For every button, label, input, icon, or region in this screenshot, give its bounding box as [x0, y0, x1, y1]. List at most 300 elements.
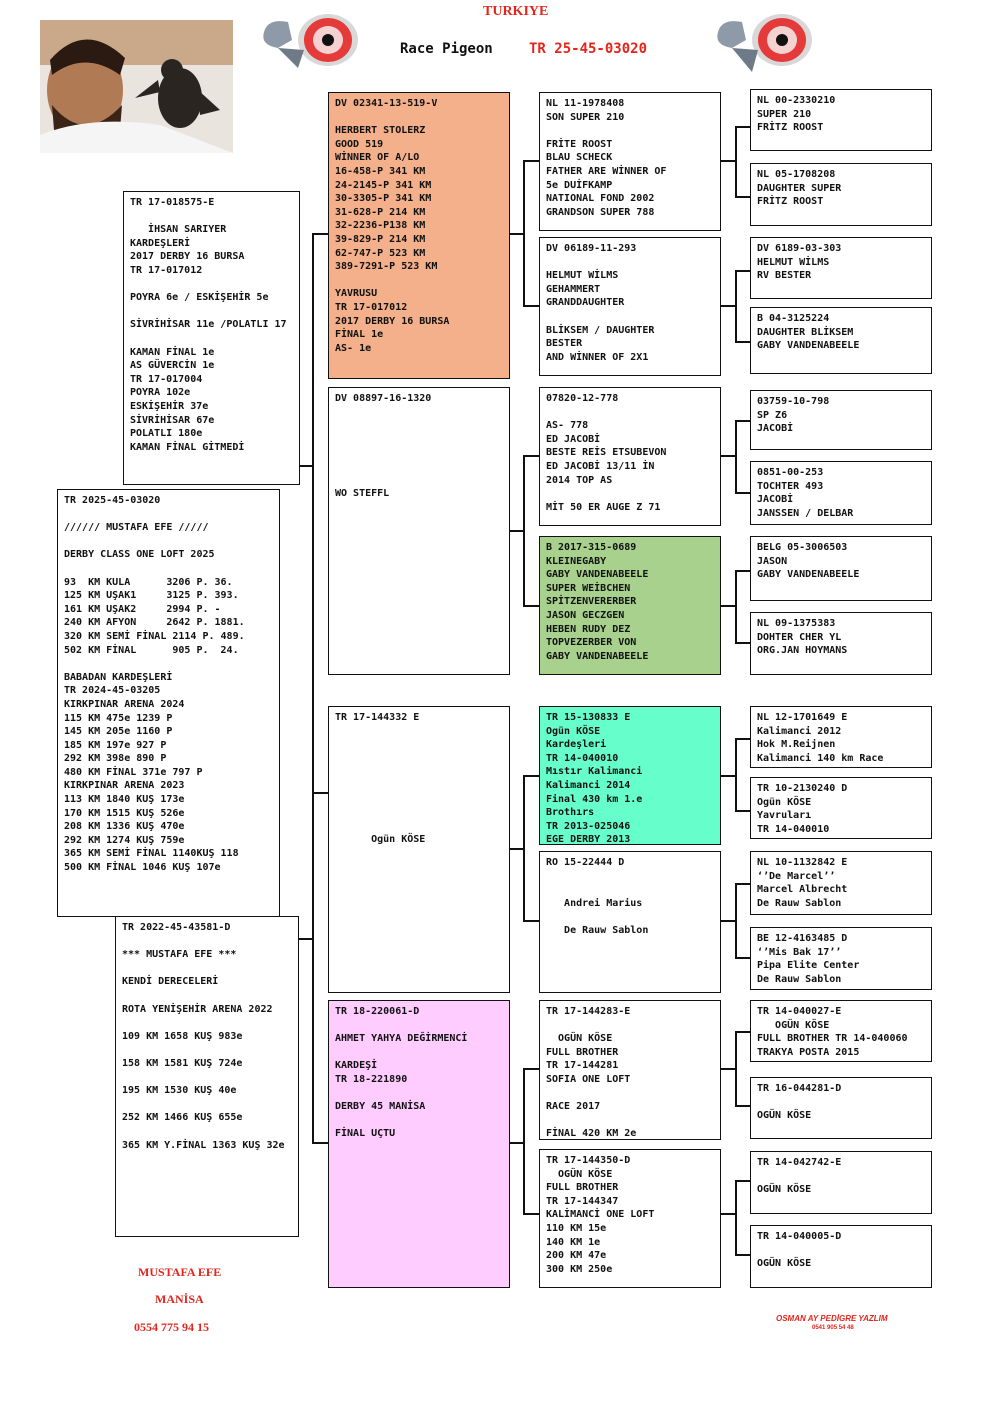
- box-g4-15: [750, 1151, 932, 1214]
- box-line: 320 KM SEMİ FİNAL 2114 P. 489.: [64, 630, 245, 642]
- box-g4-11: [750, 851, 932, 915]
- connector-g3-3c: [735, 492, 751, 494]
- box-line: AS- 1e: [335, 342, 372, 354]
- box-line: [64, 562, 273, 576]
- box-line: ‘’De Marcel’’: [757, 870, 836, 882]
- box-line: SİVRİHİSAR 11e /POLATLI 17: [130, 319, 287, 331]
- box-line: OGÜN KÖSE: [757, 1019, 830, 1031]
- box-line: HEBEN RUDY DEZ: [546, 623, 631, 635]
- box-line: 145 KM 205e 1160 P: [64, 726, 173, 738]
- box-line: NATIONAL FOND 2002: [546, 193, 655, 205]
- box-line: AHMET YAHYA DEĞİRMENCİ: [335, 1033, 468, 1045]
- box-line: DERBY 45 MANİSA: [335, 1101, 426, 1113]
- box-line: Andrei Marius: [546, 897, 643, 909]
- box-line: [335, 446, 503, 460]
- box-line: BABADAN KARDEŞLERİ: [64, 671, 173, 683]
- box-line: TR 17-144350-D: [546, 1155, 631, 1166]
- box-line: [130, 332, 293, 346]
- box-line: FRİTZ ROOST: [757, 196, 824, 208]
- box-line: TR 14-040005-D: [757, 1231, 842, 1242]
- box-dam-sire: [328, 706, 510, 993]
- box-line: Kalimanci 2012: [757, 725, 842, 737]
- box-line: KLEINEGABY: [546, 555, 607, 567]
- box-line: 2014 TOP AS: [546, 474, 613, 486]
- connector-h1: [299, 465, 313, 467]
- connector-g3-2b: [735, 270, 751, 272]
- box-g4-6: [750, 461, 932, 525]
- box-line: [122, 1071, 292, 1085]
- box-line: [122, 1125, 292, 1139]
- box-line: SP Z6: [757, 409, 788, 421]
- box-line: De Rauw Sablon: [757, 897, 842, 909]
- box-line: TR 14-042742-E: [757, 1157, 842, 1168]
- box-line: ED JACOBİ: [546, 433, 601, 445]
- box-line: GRANDSON SUPER 788: [546, 206, 655, 218]
- footer-phone: 0554 775 94 15: [134, 1320, 209, 1334]
- box-line: [335, 752, 503, 766]
- connector-g3-1a: [720, 160, 736, 162]
- box-line: BLİKSEM / DAUGHTER: [546, 324, 655, 336]
- box-line: ESKİŞEHİR 37e: [130, 400, 209, 412]
- box-line: [546, 1087, 714, 1101]
- box-line: [122, 935, 292, 949]
- box-line: Kardeşleri: [546, 739, 607, 751]
- connector-dam: [312, 792, 314, 1142]
- box-line: BESTER: [546, 338, 583, 350]
- connector-g3-7c: [735, 1105, 751, 1107]
- box-main-pigeon: [57, 489, 280, 917]
- box-line: TR 14-040010: [546, 752, 619, 764]
- connector-h13: [523, 775, 540, 777]
- box-line: FULL BROTHER: [546, 1046, 619, 1058]
- box-line: Kalimanci 2014: [546, 779, 631, 791]
- connector-h4: [312, 792, 329, 794]
- box-line: [335, 1019, 503, 1033]
- box-line: [546, 487, 714, 501]
- box-line: TOCHTER 493: [757, 480, 824, 492]
- box-line: ED JACOBİ 13/11 İN: [546, 460, 655, 472]
- box-line: TR 10-2130240 D: [757, 783, 848, 794]
- box-line: [757, 1096, 925, 1110]
- box-line: [122, 989, 292, 1003]
- box-g4-4: [750, 307, 932, 374]
- connector-g3-3b: [735, 420, 751, 422]
- box-line: GOOD 519: [335, 138, 384, 150]
- box-line: [546, 310, 714, 324]
- connector-g3-8a: [720, 1213, 736, 1215]
- box-line: FRİTZ ROOST: [757, 122, 824, 134]
- box-line: DOHTER CHER YL: [757, 631, 842, 643]
- box-line: GABY VANDENABEELE: [757, 569, 860, 581]
- box-line: DV 6189-03-303: [757, 243, 842, 254]
- box-line: KAMAN FİNAL 1e: [130, 346, 215, 358]
- box-g4-12: [750, 927, 932, 990]
- box-g3-3: [539, 387, 721, 526]
- box-line: ////// MUSTAFA EFE /////: [64, 522, 209, 534]
- box-line: BE 12-4163485 D: [757, 933, 848, 944]
- box-line: [335, 725, 503, 739]
- connector-g3-7a: [720, 1068, 736, 1070]
- box-line: KARDEŞİ: [335, 1060, 378, 1072]
- box-line: [335, 765, 503, 779]
- box-line: [546, 883, 714, 897]
- box-line: 109 KM 1658 KUŞ 983e: [122, 1030, 243, 1042]
- box-line: JASON: [757, 555, 788, 567]
- box-line: KAMAN FİNAL GİTMEDİ: [130, 441, 245, 453]
- box-line: [64, 535, 273, 549]
- connector-g3-5b: [735, 738, 751, 740]
- box-line: Hok M.Reijnen: [757, 739, 836, 751]
- box-line: ‘’Mis Bak 17’’: [757, 946, 842, 958]
- box-line: BELG 05-3006503: [757, 542, 848, 553]
- box-line: RV BESTER: [757, 270, 812, 282]
- box-line: [335, 474, 503, 488]
- box-line: B 04-3125224: [757, 313, 830, 324]
- box-line: YAVRUSU: [335, 288, 378, 300]
- box-line: [335, 738, 503, 752]
- box-line: TOPVEZERBER VON: [546, 637, 637, 649]
- box-line: NL 05-1708208: [757, 169, 836, 180]
- box-line: Yavruları: [757, 810, 812, 822]
- box-line: 500 KM FİNAL 1046 KUŞ 107e: [64, 862, 221, 874]
- box-line: 24-2145-P 341 KM: [335, 179, 432, 191]
- box-g4-1: [750, 89, 932, 151]
- box-line: TR 14-040027-E: [757, 1006, 842, 1017]
- box-line: Mıstır Kalimanci: [546, 766, 643, 778]
- connector-h7: [523, 160, 540, 162]
- box-line: [122, 962, 292, 976]
- box-line: 03759-10-798: [757, 396, 830, 407]
- box-line: GRANDDAUGHTER: [546, 297, 625, 309]
- ring-number-title: TR 25-45-03020: [529, 41, 648, 57]
- box-line: TR 17-017012: [335, 301, 408, 313]
- box-line: [546, 1019, 714, 1033]
- connector-g3-8c: [735, 1254, 751, 1256]
- box-line: 185 KM 197e 927 P: [64, 739, 167, 751]
- box-line: TR 15-130833 E: [546, 712, 631, 723]
- box-line: 365 KM Y.FİNAL 1363 KUŞ 32e: [122, 1139, 285, 1151]
- box-g3-8: [539, 1149, 721, 1288]
- box-line: AND WİNNER OF 2X1: [546, 351, 649, 363]
- owner-photo-drawing: [40, 20, 233, 153]
- box-line: OGÜN KÖSE: [546, 1033, 613, 1045]
- connector-h5: [312, 1142, 329, 1144]
- box-line: KIRKPINAR ARENA 2024: [64, 698, 185, 710]
- box-line: FRİTE ROOST: [546, 138, 613, 150]
- box-line: 502 KM FİNAL 905 P. 24.: [64, 644, 239, 656]
- box-line: 292 KM 1274 KUŞ 759e: [64, 834, 185, 846]
- box-dam: [115, 916, 299, 1237]
- box-line: 2017 DERBY 16 BURSA: [130, 251, 245, 263]
- box-g3-2: [539, 237, 721, 376]
- box-line: 39-829-P 214 KM: [335, 233, 426, 245]
- box-line: HERBERT STOLERZ: [335, 125, 426, 137]
- pigeon-eye-logo-right: [712, 10, 814, 76]
- box-line: 195 KM 1530 KUŞ 40e: [122, 1085, 237, 1097]
- box-line: [130, 305, 293, 319]
- box-g4-16: [750, 1225, 932, 1288]
- box-line: POYRA 102e: [130, 387, 191, 399]
- connector-h6: [509, 233, 524, 235]
- box-line: KALİMANCİ ONE LOFT: [546, 1209, 655, 1221]
- box-line: MİT 50 ER AUGE Z 71: [546, 501, 661, 513]
- connector-h17: [523, 1213, 540, 1215]
- box-line: TR 2013-025046: [546, 820, 631, 832]
- connector-g3-5a: [720, 775, 736, 777]
- box-line: POLATLI 180e: [130, 428, 203, 440]
- box-line: 2017 DERBY 16 BURSA: [335, 315, 450, 327]
- box-g4-7: [750, 536, 932, 601]
- box-line: JACOBİ: [757, 423, 794, 435]
- box-g3-7: [539, 1000, 721, 1140]
- box-line: 125 KM UŞAK1 3125 P. 393.: [64, 590, 239, 602]
- box-line: 140 KM 1e: [546, 1236, 601, 1248]
- box-line: TR 17-144332 E: [335, 712, 420, 723]
- box-line: NL 11-1978408: [546, 98, 625, 109]
- box-line: 0851-00-253: [757, 467, 824, 478]
- box-line: [757, 1170, 925, 1184]
- box-line: OGÜN KÖSE: [546, 1168, 613, 1180]
- box-line: GABY VANDENABEELE: [546, 650, 649, 662]
- pigeon-eye-logo-left: [258, 10, 360, 72]
- footer-owner: MUSTAFA EFE: [138, 1265, 222, 1279]
- box-line: 07820-12-778: [546, 393, 619, 404]
- box-line: Ogün KÖSE: [757, 796, 812, 808]
- box-line: GABY VANDENABEELE: [757, 340, 860, 352]
- box-line: GABY VANDENABEELE: [546, 569, 649, 581]
- box-line: [335, 779, 503, 793]
- box-g3-4: [539, 536, 721, 675]
- connector-g3-1c: [735, 196, 751, 198]
- box-line: 93 KM KULA 3206 P. 36.: [64, 576, 233, 588]
- box-line: RO 15-22444 D: [546, 857, 625, 868]
- box-line: TR 14-040010: [757, 823, 830, 835]
- box-line: [335, 1114, 503, 1128]
- box-line: 240 KM AFYON 2642 P. 1881.: [64, 617, 245, 629]
- box-line: [335, 460, 503, 474]
- box-line: NL 09-1375383: [757, 618, 836, 629]
- box-line: 161 KM UŞAK2 2994 P. -: [64, 603, 221, 615]
- box-line: [335, 419, 503, 433]
- connector-g3-6c: [735, 957, 751, 959]
- box-line: TR 17-017004: [130, 373, 203, 385]
- box-line: NL 00-2330210: [757, 95, 836, 106]
- box-line: AS- 778: [546, 420, 589, 432]
- box-line: OGÜN KÖSE: [757, 1184, 812, 1196]
- connector-h8: [523, 305, 540, 307]
- race-pigeon-label: Race Pigeon: [400, 41, 493, 57]
- box-line: 158 KM 1581 KUŞ 724e: [122, 1057, 243, 1069]
- box-line: KENDİ DERECELERİ: [122, 976, 219, 988]
- connector-g3-4c: [735, 642, 751, 644]
- software-brand: OSMAN AY PEDİGRE YAZLIM: [776, 1314, 888, 1323]
- box-line: 115 KM 475e 1239 P: [64, 712, 173, 724]
- box-line: EGE DERBY 2013: [546, 834, 631, 845]
- connector-g3-4a: [720, 605, 736, 607]
- country-title: TURKIYE: [483, 4, 549, 19]
- box-line: SUPER 210: [757, 108, 812, 120]
- box-g4-13: [750, 1000, 932, 1062]
- box-line: 31-628-P 214 KM: [335, 206, 426, 218]
- box-line: WİNNER OF A/LO: [335, 152, 420, 164]
- box-line: [122, 1098, 292, 1112]
- box-line: TR 18-221890: [335, 1073, 408, 1085]
- box-line: TRAKYA POSTA 2015: [757, 1046, 860, 1058]
- box-line: [122, 1043, 292, 1057]
- connector-g3-1b: [735, 126, 751, 128]
- box-line: JANSSEN / DELBAR: [757, 507, 854, 519]
- box-line: [335, 274, 503, 288]
- box-line: [335, 1046, 503, 1060]
- box-line: Final 430 km 1.e: [546, 793, 643, 805]
- box-line: 200 KM 47e: [546, 1250, 607, 1262]
- box-line: 62-747-P 523 KM: [335, 247, 426, 259]
- box-line: SPİTZENVERERBER: [546, 596, 637, 608]
- box-sire-sibling: [123, 191, 300, 485]
- box-line: TR 16-044281-D: [757, 1083, 842, 1094]
- box-line: 32-2236-P138 KM: [335, 220, 426, 232]
- box-line: 170 KM 1515 KUŞ 526e: [64, 807, 185, 819]
- box-line: SOFIA ONE LOFT: [546, 1073, 631, 1085]
- box-line: 252 KM 1466 KUŞ 655e: [122, 1112, 243, 1124]
- box-g4-9: [750, 706, 932, 768]
- box-line: [335, 433, 503, 447]
- box-line: Brothırs: [546, 807, 595, 819]
- box-line: De Rauw Sablon: [757, 973, 842, 985]
- box-g4-10: [750, 777, 932, 839]
- box-line: 292 KM 398e 890 P: [64, 753, 167, 765]
- box-line: TR 2024-45-03205: [64, 685, 161, 697]
- box-line: Pipa Elite Center: [757, 960, 860, 972]
- box-g3-6: [539, 851, 721, 993]
- box-line: KARDEŞLERİ: [130, 237, 191, 249]
- box-line: 480 KM FİNAL 371e 797 P: [64, 766, 203, 778]
- box-line: Marcel Albrecht: [757, 884, 848, 896]
- box-line: [335, 820, 503, 834]
- box-g4-8: [750, 612, 932, 675]
- box-g4-3: [750, 237, 932, 299]
- box-line: NL 12-1701649 E: [757, 712, 848, 723]
- footer-city: MANİSA: [155, 1292, 204, 1306]
- box-line: [546, 910, 714, 924]
- box-line: DAUGHTER BLİKSEM: [757, 326, 854, 338]
- box-line: HELMUT WİLMS: [546, 270, 619, 282]
- connector-g3-6a: [720, 920, 736, 922]
- box-line: 16-458-P 341 KM: [335, 165, 426, 177]
- box-line: [546, 256, 714, 270]
- box-line: 389-7291-P 523 KM: [335, 261, 438, 273]
- connector-h12: [509, 848, 524, 850]
- box-line: Ogün KÖSE: [546, 725, 601, 737]
- box-line: TR 17-144347: [546, 1195, 619, 1207]
- box-line: HELMUT WİLMS: [757, 256, 830, 268]
- box-line: JACOBİ: [757, 494, 794, 506]
- box-line: [122, 1016, 292, 1030]
- box-line: RACE 2017: [546, 1101, 601, 1113]
- box-line: Kalimanci 140 km Race: [757, 752, 884, 764]
- box-line: [335, 806, 503, 820]
- connector-g3-3a: [720, 455, 736, 457]
- box-line: [64, 508, 273, 522]
- box-line: İHSAN SARIYER: [130, 224, 227, 236]
- box-line: DV 02341-13-519-V: [335, 98, 438, 109]
- box-line: 30-3305-P 341 KM: [335, 193, 432, 205]
- box-line: ORG.JAN HOYMANS: [757, 645, 848, 657]
- connector-g3-5c: [735, 810, 751, 812]
- box-line: AS GÜVERCİN 1e: [130, 360, 215, 372]
- box-line: 110 KM 15e: [546, 1222, 607, 1234]
- box-line: FATHER ARE WİNNER OF: [546, 165, 667, 177]
- box-line: TR 17-144283-E: [546, 1006, 631, 1017]
- box-g4-5: [750, 390, 932, 450]
- box-sire-dam: [328, 387, 510, 675]
- box-line: TR 2025-45-03020: [64, 495, 161, 506]
- box-g3-1: [539, 92, 721, 231]
- box-line: [546, 124, 714, 138]
- box-dam-dam: [328, 1000, 510, 1288]
- box-line: [130, 278, 293, 292]
- box-line: OGÜN KÖSE: [757, 1258, 812, 1270]
- box-line: TR 17-018575-E: [130, 197, 215, 208]
- connector-h11: [523, 605, 540, 607]
- box-g3-5: [539, 706, 721, 845]
- box-line: [64, 657, 273, 671]
- box-line: GEHAMMERT: [546, 283, 601, 295]
- box-line: *** MUSTAFA EFE ***: [122, 949, 237, 961]
- box-line: [546, 1114, 714, 1128]
- box-line: FULL BROTHER: [546, 1182, 619, 1194]
- box-line: BESTE REİS ETSUBEVON: [546, 447, 667, 459]
- owner-photo: [40, 20, 233, 153]
- connector-g3-5: [735, 738, 737, 810]
- box-line: 5e DUİFKAMP: [546, 179, 613, 191]
- box-line: Ogün KÖSE: [335, 834, 426, 846]
- box-sire-sire: [328, 92, 510, 379]
- box-line: [546, 406, 714, 420]
- box-line: FİNAL 420 KM 2e: [546, 1128, 637, 1140]
- box-line: TR 17-017012: [130, 264, 203, 276]
- box-line: DAUGHTER SUPER: [757, 182, 842, 194]
- connector-g3-4b: [735, 570, 751, 572]
- box-line: [335, 1087, 503, 1101]
- box-line: [546, 870, 714, 884]
- box-line: [335, 111, 503, 125]
- connector-g3-7b: [735, 1031, 751, 1033]
- box-line: JASON GECZGEN: [546, 609, 625, 621]
- box-line: SİVRİHİSAR 67e: [130, 414, 215, 426]
- box-line: FİNAL 1e: [335, 329, 384, 341]
- box-line: De Rauw Sablon: [546, 924, 649, 936]
- connector-h16: [523, 1068, 540, 1070]
- connector-h3: [312, 233, 329, 235]
- box-line: NL 10-1132842 E: [757, 857, 848, 868]
- connector-g2-4: [523, 1068, 525, 1213]
- box-line: SUPER WEİBCHEN: [546, 582, 631, 594]
- box-line: DERBY CLASS ONE LOFT 2025: [64, 549, 215, 561]
- box-g4-14: [750, 1077, 932, 1139]
- box-line: 365 KM SEMİ FİNAL 1140KUŞ 118: [64, 848, 239, 860]
- box-line: ROTA YENİŞEHİR ARENA 2022: [122, 1003, 273, 1015]
- box-line: OGÜN KÖSE: [757, 1110, 812, 1122]
- box-line: B 2017-315-0689: [546, 542, 637, 553]
- connector-h15: [509, 1142, 524, 1144]
- connector-g3-2a: [720, 305, 736, 307]
- box-line: SON SUPER 210: [546, 111, 625, 123]
- connector-g3-2c: [735, 341, 751, 343]
- box-line: [757, 1244, 925, 1258]
- box-line: TR 2022-45-43581-D: [122, 922, 231, 933]
- connector-h2: [299, 938, 313, 940]
